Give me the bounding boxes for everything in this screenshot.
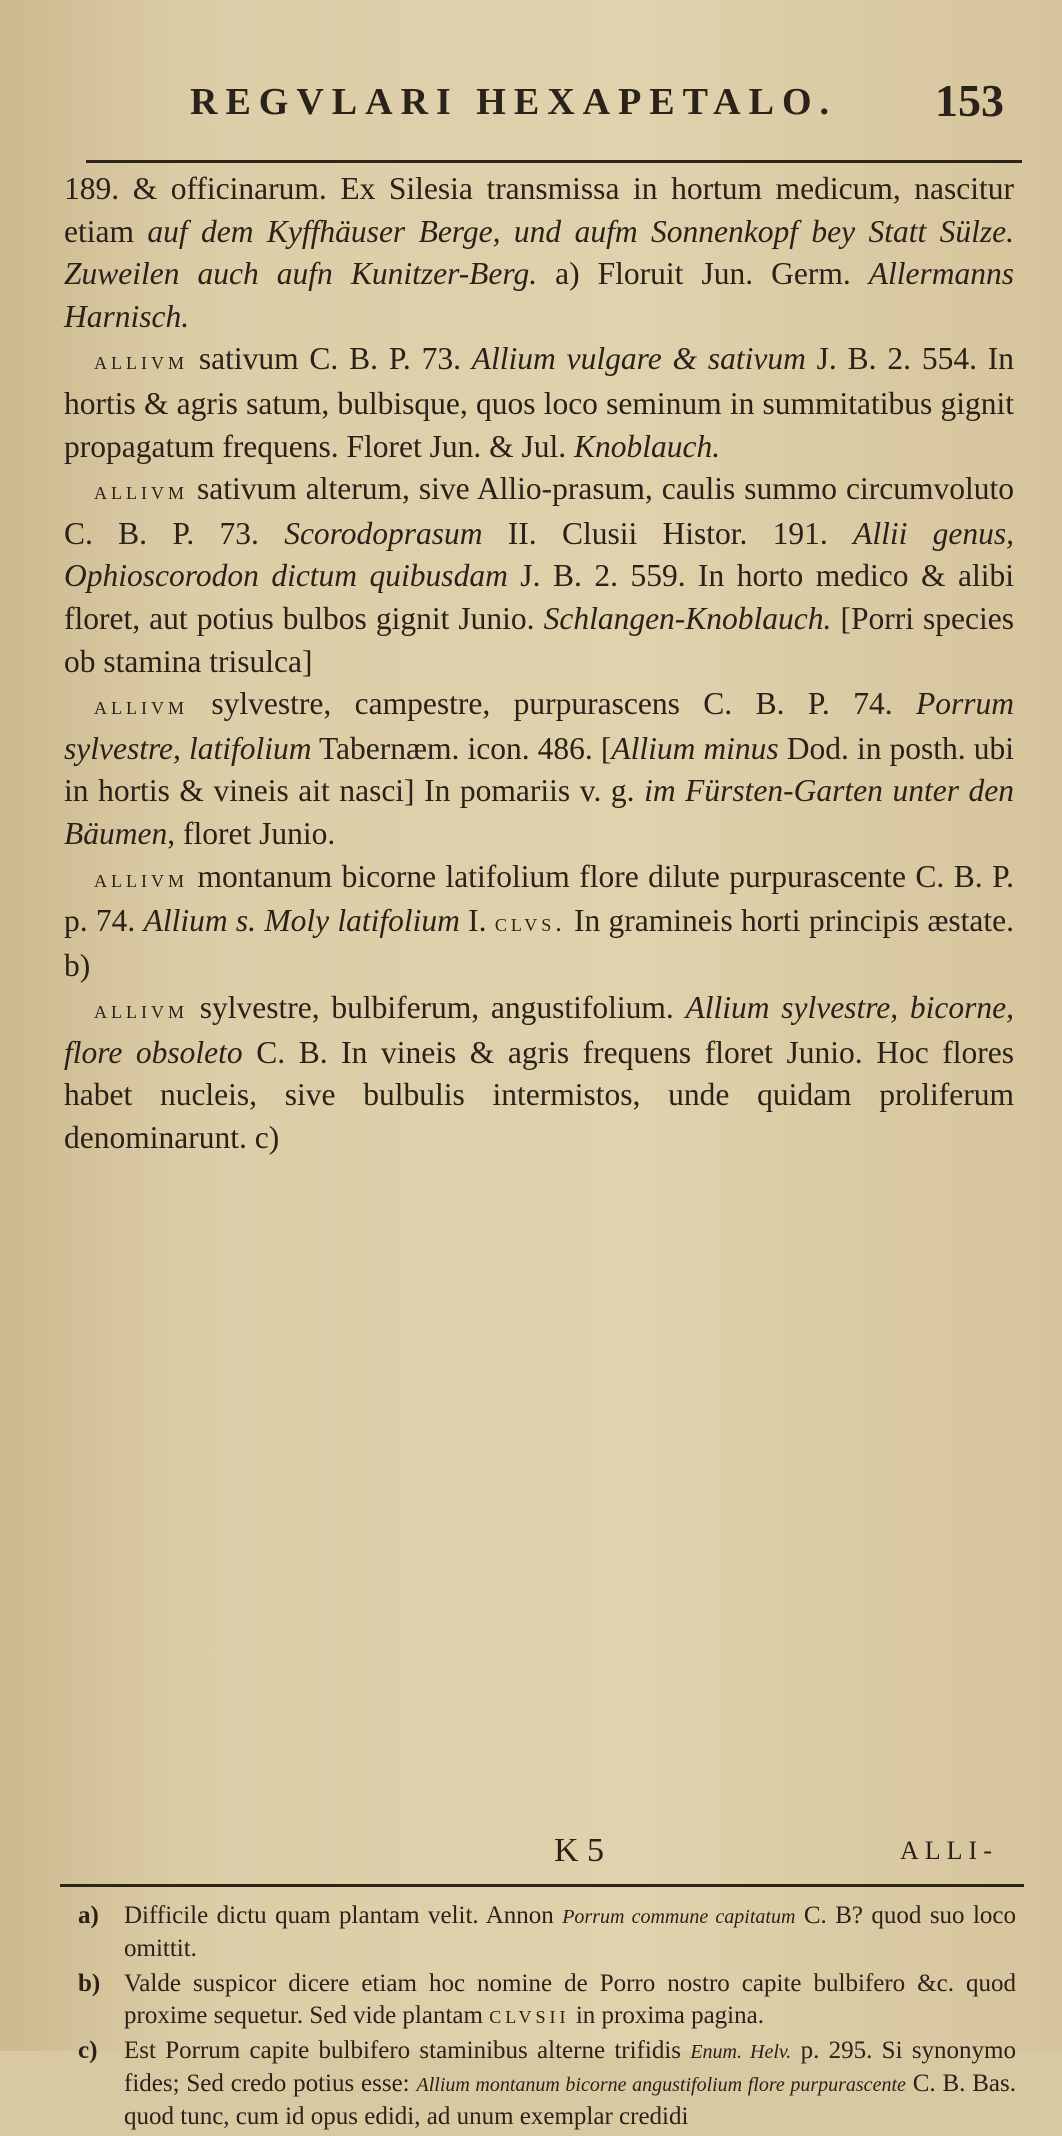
footnote-text xyxy=(124,2035,1016,2132)
small-caps-text: allivm xyxy=(94,863,188,893)
paragraph-entry xyxy=(64,683,1014,855)
text-run: sylvestre, bulbiferum, angustifolium. xyxy=(188,990,686,1026)
italic-text: im Fürsten-Garten unter den Bäumen xyxy=(64,773,1015,851)
catchword: ALLI- xyxy=(900,1836,998,1865)
text-run: J. B. 2. 559. In horto medico & alibi floret, aut potius bulbos gignit Junio. xyxy=(64,558,1014,636)
italic-text: Schlangen-Knoblauch. xyxy=(543,600,832,636)
footnote-mark: b) xyxy=(78,1970,101,1997)
page-header xyxy=(0,62,1062,132)
main-text xyxy=(64,168,1014,1160)
text-run: sylvestre, campestre, purpurascens C. B. P. 74. xyxy=(188,686,916,722)
paragraph-entry xyxy=(64,468,1014,683)
text-run: Dod. in posth. ubi in hortis & vineis ait nasci] In pomariis v. g. xyxy=(64,730,1014,809)
page-number: 153 xyxy=(935,75,1004,126)
header-rule xyxy=(86,160,1022,163)
footnote-text xyxy=(124,1900,1016,1964)
text-run: C. B. In vineis & agris frequens floret Junio. Hoc flores habet nucleis, sive bulbulis intermistos, unde quidam proliferum denominarunt. c) xyxy=(64,1034,1014,1156)
text-run: [Porri species ob stamina trisulca] xyxy=(64,600,1014,679)
small-caps-text: allivm xyxy=(94,346,188,376)
signature-line xyxy=(0,1832,1062,1876)
text-run: Est Porrum capite bulbifero staminibus alterne trifidis xyxy=(124,2037,691,2064)
text-run: C. B. Bas. quod tunc, cum id opus edidi, ad unum exemplar credidi xyxy=(124,2070,1016,2130)
text-run: 189. & officinarum. Ex Silesia transmissa in hortum medicum, nascitur etiam xyxy=(64,171,1014,249)
italic-text: Allium s. Moly latifolium xyxy=(143,903,460,939)
text-run: I. xyxy=(459,903,495,939)
italic-text: Allii genus, Ophioscorodon dictum quibusdam xyxy=(64,515,1014,594)
small-caps-text: allivm xyxy=(94,691,188,721)
footnotes xyxy=(78,1900,1016,2136)
small-caps-text: clvs. xyxy=(494,908,566,938)
paragraph-entry xyxy=(64,338,1014,468)
text-run: sativum C. B. P. 73. xyxy=(188,341,472,377)
italic-text: Enum. Helv. xyxy=(690,2041,792,2063)
running-head: REGVLARI HEXAPETALO. xyxy=(190,81,838,123)
italic-text: Allermanns Harnisch. xyxy=(64,256,1014,334)
paragraph-continuation xyxy=(64,168,1014,338)
small-caps-text: clvsii xyxy=(489,2000,570,2029)
italic-text: Scorodoprasum xyxy=(284,515,483,551)
footnote xyxy=(78,1900,1016,1964)
footnote-mark: a) xyxy=(78,1902,99,1929)
text-run: montanum bicorne latifolium flore dilute purpurascente C. B. P. p. 74. xyxy=(64,858,1014,939)
italic-text: Porrum sylvestre, latifolium xyxy=(64,686,1014,766)
signature-mark: K 5 xyxy=(554,1832,605,1869)
italic-text: Allium sylvestre, bicorne, flore obsoleto xyxy=(64,990,1014,1070)
text-run: a) Floruit Jun. Germ. xyxy=(537,256,869,292)
paragraph-entry xyxy=(64,987,1014,1159)
text-run: In gramineis horti principis æstate. b) xyxy=(64,903,1014,983)
italic-text: Allium montanum bicorne angustifolium flore purpurascente xyxy=(416,2074,906,2096)
footnote-mark: c) xyxy=(78,2037,98,2064)
text-run: II. Clusii Histor. 191. xyxy=(482,515,854,551)
paragraph-entry xyxy=(64,856,1014,988)
text-run: in proxima pagina. xyxy=(569,2002,764,2029)
footnote xyxy=(78,1968,1016,2031)
italic-text: Porrum commune capitatum xyxy=(562,1906,796,1928)
italic-text: Knoblauch. xyxy=(574,428,721,464)
text-run: p. 295. Si synonymo fides; Sed credo potius esse: xyxy=(124,2037,1016,2097)
small-caps-text: allivm xyxy=(94,995,188,1025)
text-run: Tabernæm. icon. 486. [ xyxy=(311,730,612,766)
text-run: , floret Junio. xyxy=(167,815,336,851)
italic-text: Allium vulgare & sativum xyxy=(471,341,806,377)
italic-text: auf dem Kyffhäuser Berge, und aufm Sonnenkopf bey Statt Sülze. Zuweilen auch aufn Kunitzer-Berg. xyxy=(64,213,1015,292)
text-run: C. B? quod suo loco omittit. xyxy=(124,1902,1017,1962)
small-caps-text: allivm xyxy=(94,476,188,506)
footnote-rule xyxy=(60,1884,1024,1887)
text-run: Difficile dictu quam plantam velit. Annon xyxy=(124,1902,563,1929)
text-run: J. B. 2. 554. In hortis & agris satum, bulbisque, quos loco seminum in summitatibus gignit propagatum frequens. Floret Jun. & Jul. xyxy=(64,341,1015,464)
footnote xyxy=(78,2035,1016,2132)
text-run: Valde suspicor dicere etiam hoc nomine de Porro nostro capite bulbifero &c. quod proxime sequetur. Sed vide plantam xyxy=(124,1970,1016,2029)
italic-text: Allium minus xyxy=(611,730,779,766)
footnote-text xyxy=(124,1968,1016,2031)
text-run: sativum alterum, sive Allio-prasum, caulis summo circumvoluto C. B. P. 73. xyxy=(64,471,1014,551)
